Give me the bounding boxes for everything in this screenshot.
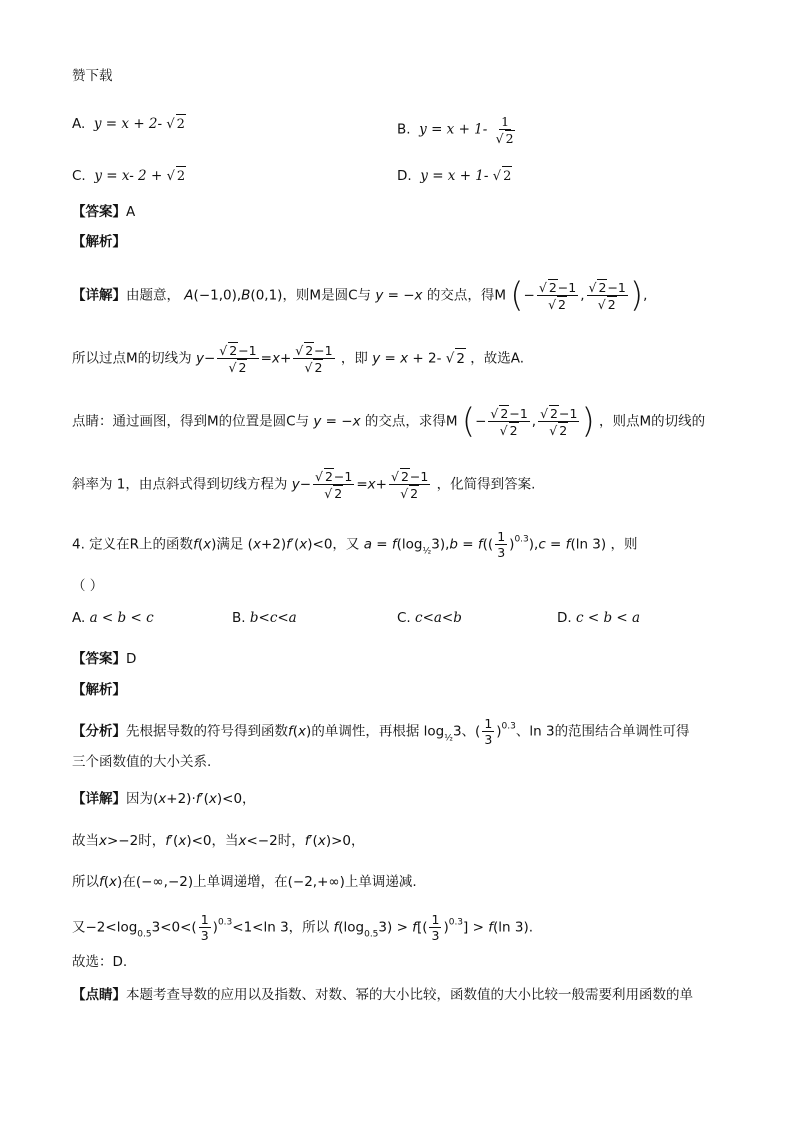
detail-line-1: 【详解】由题意， A(−1,0),B(0,1)，则M是圆C与 y = −x 的交点，得M (− $\frac{√ 2-1}{√ 2}$ , $\frac{√ 2-1}{√ 2}$ ), xyxy=(72,275,648,316)
answer-line-q3: 【答案】A xyxy=(72,204,136,220)
fenxi-line-1: 【分析】先根据导数的符号得到函数f(x)的单调性，再根据 $\log_{\frac{1}{2}}3$、( $\frac{1}{3}$ )$^{0.3}$、ln 3的范围结合单调性可得 xyxy=(72,716,690,747)
option-b: B. y = x + 1- $\frac{1}{√ 2}$ xyxy=(397,114,514,146)
analysis-tag-q4: 【解析】 xyxy=(72,682,126,698)
option-a: A. y = x + 2- √ 2 xyxy=(72,114,186,135)
answer-line-q4: 【答案】D xyxy=(72,651,137,667)
q4-detail-3: 所以f(x)在(−∞,−2)上单调递增，在(−2,+∞)上单调递减. xyxy=(72,874,417,890)
q4-detail-1: 【详解】因为(x+2)·f′(x)<0， xyxy=(72,791,256,807)
q4-detail-4: 又$-2<\log_{0.5}3<0<$( $\frac{1}{3}$ )$^{0.3}$<1<ln 3，所以 $f(\log_{0.5}3) > f$[( $\frac{1}{3}$ )$^{0.3}$] > f(ln 3). xyxy=(72,912,533,943)
fenxi-line-2: 三个函数值的大小关系. xyxy=(72,754,212,770)
page-header-text: 赞下载 xyxy=(72,68,113,84)
tip-line-2: 斜率为 1，由点斜式得到切线方程为 y− $\frac{√ 2-1}{√ 2}$ =x+ $\frac{√ 2-1}{√ 2}$ ，化简得到答案. xyxy=(72,469,536,501)
tip-line-1: 点睛：通过画图，得到M的位置是圆C与 y = −x 的交点，求得M (− $\frac{√ 2-1}{√ 2}$ , $\frac{√ 2-1}{√ 2}$ ) ，则点M的切线的 xyxy=(72,401,706,442)
q4-option-c: C. c<a<b xyxy=(397,610,462,626)
detail-line-2: 所以过点M的切线为 y− $\frac{√ 2-1}{√ 2}$ =x+ $\frac{√ 2-1}{√ 2}$ ，即 y = x + 2- √ 2 ，故选A. xyxy=(72,343,525,375)
analysis-tag-q3: 【解析】 xyxy=(72,234,126,250)
q4-option-b: B. b<c<a xyxy=(232,610,297,626)
option-d: D. y = x + 1- √ 2 xyxy=(397,166,512,187)
q4-dianjing: 【点睛】本题考查导数的应用以及指数、对数、幂的大小比较，函数值的大小比较一般需要利用函数的单 xyxy=(72,987,693,1003)
q4-detail-2: 故当x>−2时，f′(x)<0，当x<−2时，f′(x)>0， xyxy=(72,833,365,849)
q4-option-d: D. c < b < a xyxy=(557,610,641,626)
q4-detail-5: 故选：D. xyxy=(72,954,128,970)
q4-stem: 4. 定义在R上的函数f(x)满足 (x+2)f′(x)<0，又 $a = f(\log_{\frac{1}{2}}3),b = f$(( $\frac{1}{3}$ )$^{0.3}$),c = f(ln 3) ，则 xyxy=(72,529,638,560)
option-c: C. y = x- 2 + √ 2 xyxy=(72,166,186,187)
q4-option-a: A. a < b < c xyxy=(72,610,154,626)
q4-paren: （ ） xyxy=(72,578,104,594)
